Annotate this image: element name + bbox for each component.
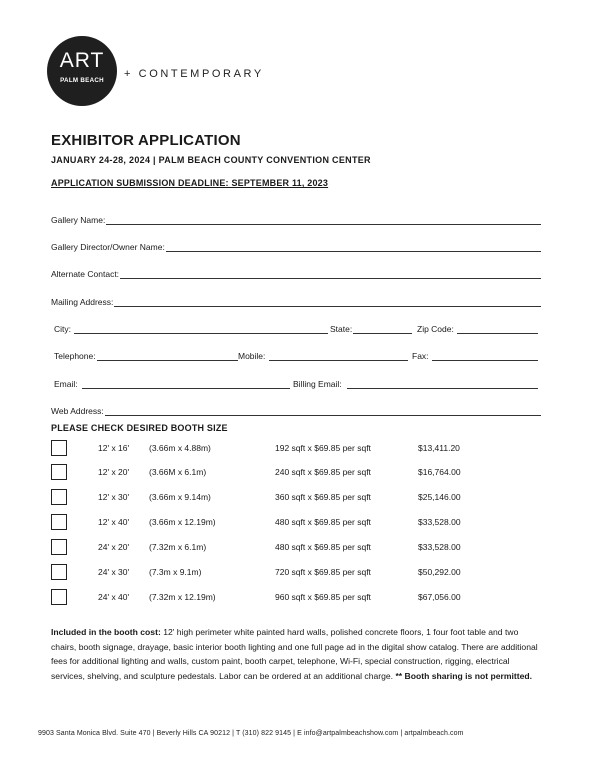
booth-checkbox[interactable] xyxy=(51,514,67,530)
page-title: EXHIBITOR APPLICATION xyxy=(51,132,241,149)
booth-size: 24' x 30' xyxy=(98,567,130,577)
mailing-address-field[interactable] xyxy=(51,295,541,307)
booth-row xyxy=(51,514,541,532)
booth-size-heading: PLEASE CHECK DESIRED BOOTH SIZE xyxy=(51,423,228,433)
booth-size: 12' x 20' xyxy=(98,467,130,477)
deadline-heading: APPLICATION SUBMISSION DEADLINE: SEPTEMBER 11, 2023 xyxy=(51,178,329,188)
state-line[interactable] xyxy=(353,324,412,334)
state-field[interactable] xyxy=(330,322,412,334)
booth-size: 12' x 16' xyxy=(98,443,130,453)
alternate-contact-label: Alternate Contact: xyxy=(51,269,120,279)
booth-price: $33,528.00 xyxy=(418,542,461,552)
booth-checkbox[interactable] xyxy=(51,440,67,456)
city-field[interactable] xyxy=(54,322,328,334)
booth-checkbox[interactable] xyxy=(51,539,67,555)
zip-line[interactable] xyxy=(457,324,538,334)
state-label: State: xyxy=(330,324,353,334)
booth-price: $50,292.00 xyxy=(418,567,461,577)
email-line[interactable] xyxy=(82,379,290,389)
booth-metric: (7.32m x 6.1m) xyxy=(149,542,207,552)
logo-art-text: ART xyxy=(59,49,105,72)
director-field[interactable] xyxy=(51,240,541,252)
logo-sub-text: PALM BEACH xyxy=(60,77,104,84)
director-line[interactable] xyxy=(166,242,541,252)
booth-calc: 192 sqft x $69.85 per sqft xyxy=(275,443,371,453)
booth-price: $33,528.00 xyxy=(418,517,461,527)
billing-email-line[interactable] xyxy=(347,379,538,389)
gallery-name-label: Gallery Name: xyxy=(51,215,106,225)
booth-row xyxy=(51,589,541,607)
gallery-name-field[interactable] xyxy=(51,213,541,225)
mobile-line[interactable] xyxy=(269,351,408,361)
gallery-name-line[interactable] xyxy=(106,215,541,225)
zip-label: Zip Code: xyxy=(417,324,454,334)
booth-size: 24' x 20' xyxy=(98,542,130,552)
footer-contact: 9903 Santa Monica Blvd. Suite 470 | Beverly Hills CA 90212 | T (310) 822 9145 | E info@artpalmbeachshow.com | artpalmbeach.com xyxy=(38,730,464,737)
booth-sharing-note: ** Booth sharing is not permitted. xyxy=(395,670,533,681)
booth-calc: 960 sqft x $69.85 per sqft xyxy=(275,592,371,602)
booth-row xyxy=(51,440,541,458)
mailing-address-line[interactable] xyxy=(114,297,541,307)
included-text: 12' high perimeter white painted hard walls, polished concrete floors, 1 four foot table and two chairs, booth signage, drayage, basic interior booth lighting and one full page ad in the digital show catalog. There are additional fees for additional lighting and walls, custom paint, booth carpet, telephone, Wi-Fi, special construction, rigging, electrical services, shelving, and sculpture pedestals. Labor can be ordered at an additional charge. xyxy=(51,627,538,681)
booth-metric: (7.3m x 9.1m) xyxy=(149,567,202,577)
telephone-field[interactable] xyxy=(54,349,238,361)
event-subtitle: JANUARY 24-28, 2024 | PALM BEACH COUNTY CONVENTION CENTER xyxy=(51,155,371,165)
booth-calc: 480 sqft x $69.85 per sqft xyxy=(275,517,371,527)
booth-row xyxy=(51,489,541,507)
booth-calc: 480 sqft x $69.85 per sqft xyxy=(275,542,371,552)
included-label: Included in the booth cost: xyxy=(51,627,161,637)
booth-metric: (3.66m x 9.14m) xyxy=(149,492,211,502)
booth-calc: 720 sqft x $69.85 per sqft xyxy=(275,567,371,577)
fax-line[interactable] xyxy=(432,351,538,361)
city-label: City: xyxy=(54,324,71,334)
booth-metric: (7.32m x 12.19m) xyxy=(149,592,216,602)
booth-row xyxy=(51,564,541,582)
booth-size: 12' x 30' xyxy=(98,492,130,502)
booth-price: $67,056.00 xyxy=(418,592,461,602)
zip-field[interactable] xyxy=(417,322,538,334)
web-address-label: Web Address: xyxy=(51,406,104,416)
booth-size: 12' x 40' xyxy=(98,517,130,527)
telephone-line[interactable] xyxy=(97,351,238,361)
billing-email-field[interactable] xyxy=(293,377,538,389)
web-address-line[interactable] xyxy=(105,406,541,416)
booth-metric: (3.66M x 6.1m) xyxy=(149,467,207,477)
alternate-contact-field[interactable] xyxy=(51,267,541,279)
mailing-address-label: Mailing Address: xyxy=(51,297,114,307)
web-address-field[interactable] xyxy=(51,404,541,416)
booth-row xyxy=(51,464,541,482)
email-label: Email: xyxy=(54,379,78,389)
mobile-field[interactable] xyxy=(238,349,408,361)
fax-field[interactable] xyxy=(412,349,538,361)
booth-checkbox[interactable] xyxy=(51,489,67,505)
city-line[interactable] xyxy=(74,324,328,334)
booth-calc: 240 sqft x $69.85 per sqft xyxy=(275,467,371,477)
booth-price: $25,146.00 xyxy=(418,492,461,502)
booth-metric: (3.66m x 4.88m) xyxy=(149,443,211,453)
email-field[interactable] xyxy=(54,377,290,389)
booth-checkbox[interactable] xyxy=(51,589,67,605)
billing-email-label: Billing Email: xyxy=(293,379,342,389)
booth-size: 24' x 40' xyxy=(98,592,130,602)
logo-tagline: + CONTEMPORARY xyxy=(124,68,264,80)
booth-price: $16,764.00 xyxy=(418,467,461,477)
logo-circle xyxy=(47,36,117,106)
booth-checkbox[interactable] xyxy=(51,564,67,580)
booth-metric: (3.66m x 12.19m) xyxy=(149,517,216,527)
booth-row xyxy=(51,539,541,557)
booth-checkbox[interactable] xyxy=(51,464,67,480)
alternate-contact-line[interactable] xyxy=(120,269,541,279)
fax-label: Fax: xyxy=(412,351,429,361)
director-label: Gallery Director/Owner Name: xyxy=(51,242,165,252)
telephone-label: Telephone: xyxy=(54,351,96,361)
booth-calc: 360 sqft x $69.85 per sqft xyxy=(275,492,371,502)
included-paragraph xyxy=(51,625,541,683)
mobile-label: Mobile: xyxy=(238,351,266,361)
booth-price: $13,411.20 xyxy=(418,443,460,453)
